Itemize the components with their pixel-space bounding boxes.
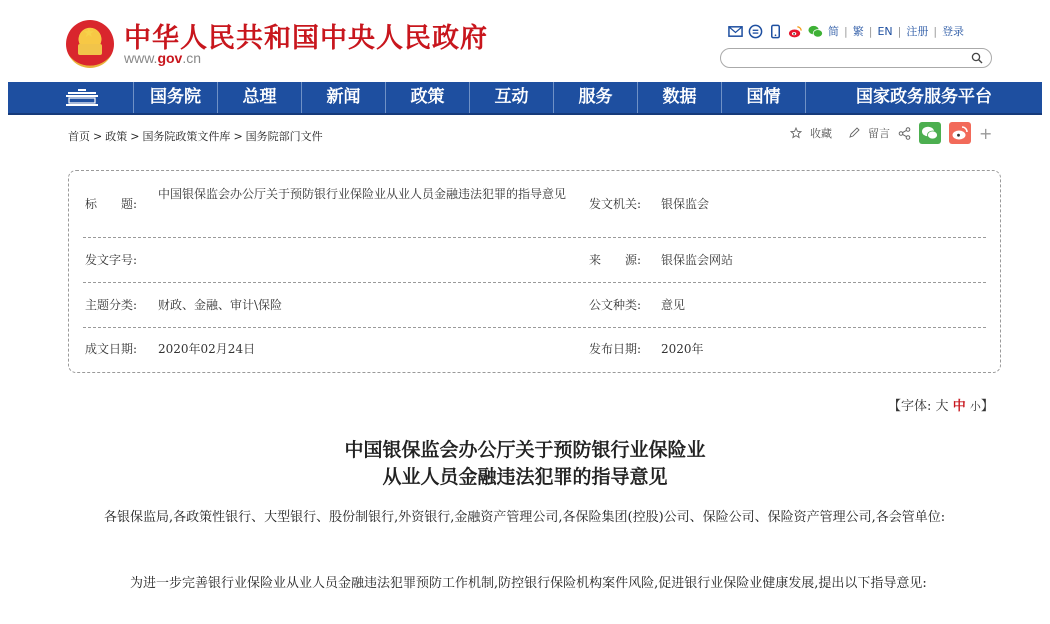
share-icon[interactable]	[898, 127, 911, 140]
site-header	[0, 0, 1050, 82]
top-link-separator: |	[933, 24, 938, 38]
info-row-category	[83, 283, 986, 328]
top-link-separator: |	[897, 24, 902, 38]
breadcrumb-policy[interactable]: 政策	[105, 130, 128, 143]
comment-button[interactable]: 留言	[868, 127, 890, 140]
site-url-suffix: .cn	[182, 50, 202, 66]
font-size-suffix: 】	[980, 399, 994, 414]
nav-item-national-conditions[interactable]: 国情	[722, 82, 806, 113]
link-english[interactable]: EN	[877, 24, 893, 38]
more-share-button[interactable]: +	[979, 123, 993, 143]
mobile-icon[interactable]	[768, 24, 783, 39]
font-size-control	[888, 395, 994, 414]
docno-label: 发文字号:	[85, 253, 138, 267]
publish-value: 2020年	[661, 342, 704, 356]
site-url-brand: gov	[157, 50, 183, 66]
pen-icon[interactable]	[848, 127, 860, 139]
nav-item-services[interactable]: 服务	[554, 82, 638, 113]
site-url[interactable]	[124, 50, 201, 66]
info-row-date	[83, 328, 986, 372]
document-info-table	[68, 170, 1001, 373]
weibo-icon[interactable]	[788, 24, 803, 39]
date-label: 成文日期:	[85, 342, 138, 356]
breadcrumb-dept-docs[interactable]: 国务院部门文件	[245, 130, 323, 143]
search-input[interactable]	[731, 51, 966, 65]
search-icon[interactable]	[971, 52, 983, 64]
star-icon[interactable]	[790, 127, 802, 139]
issuer-label: 发文机关:	[589, 197, 642, 211]
article-title-line2: 从业人员金融违法犯罪的指导意见	[382, 466, 668, 488]
breadcrumb-separator: >	[130, 130, 140, 143]
type-value: 意见	[661, 298, 686, 312]
top-tools	[728, 21, 964, 41]
link-login[interactable]: 登录	[942, 25, 965, 38]
link-register[interactable]: 注册	[906, 25, 929, 38]
article-title-line1: 中国银保监会办公厅关于预防银行业保险业	[344, 439, 706, 461]
date-value: 2020年02月24日	[158, 342, 256, 356]
font-size-small[interactable]: 小	[969, 400, 981, 413]
wechat-icon[interactable]	[808, 24, 823, 39]
nav-item-policy[interactable]: 政策	[386, 82, 470, 113]
category-label: 主题分类:	[85, 298, 138, 312]
breadcrumb-home[interactable]: 首页	[68, 130, 90, 143]
link-traditional[interactable]: 繁	[852, 25, 864, 38]
article-paragraph-addressees: 各银保监局,各政策性银行、大型银行、股份制银行,外资银行,金融资产管理公司,各保险集团(控股)公司、保险公司、保险资产管理公司,各会管单位:	[104, 510, 946, 525]
source-value: 银保监会网站	[661, 253, 734, 267]
category-value: 财政、金融、审计\保险	[158, 298, 283, 312]
main-nav	[8, 82, 1042, 115]
nav-item-interaction[interactable]: 互动	[470, 82, 554, 113]
source-label: 来 源:	[589, 253, 642, 267]
wechat-share-icon[interactable]	[919, 122, 941, 144]
article-paragraph-intro: 为进一步完善银行业保险业从业人员金融违法犯罪预防工作机制,防控银行保险机构案件风险,促进银行业保险业健康发展,提出以下指导意见:	[104, 576, 927, 591]
site-url-prefix: www.	[124, 50, 158, 66]
nav-item-premier[interactable]: 总理	[218, 82, 302, 113]
nav-item-data[interactable]: 数据	[638, 82, 722, 113]
favorite-button[interactable]: 收藏	[810, 127, 832, 140]
nav-item-news[interactable]: 新闻	[302, 82, 386, 113]
mail-icon[interactable]	[728, 24, 743, 39]
weibo-share-icon[interactable]	[949, 122, 971, 144]
info-row-title	[83, 171, 986, 238]
font-size-prefix: 【字体:	[888, 399, 932, 414]
font-size-medium[interactable]: 中	[952, 399, 966, 414]
top-link-separator: |	[868, 24, 873, 38]
title-value: 中国银保监会办公厅关于预防银行业保险业从业人员金融违法犯罪的指导意见	[158, 187, 567, 201]
top-link-separator: |	[844, 24, 848, 38]
share-tools	[790, 122, 992, 144]
building-icon	[66, 89, 98, 107]
nav-home[interactable]	[8, 82, 134, 113]
emblem-icon[interactable]: ★	[66, 20, 114, 68]
type-label: 公文种类:	[589, 298, 642, 312]
app-icon[interactable]	[748, 24, 763, 39]
issuer-value: 银保监会	[661, 197, 710, 211]
nav-item-service-platform[interactable]: 国家政务服务平台	[856, 87, 992, 107]
breadcrumb	[68, 128, 323, 144]
breadcrumb-separator: >	[93, 130, 103, 143]
info-row-docno	[83, 238, 986, 283]
nav-item-state-council[interactable]: 国务院	[134, 82, 218, 113]
font-size-large[interactable]: 大	[935, 399, 949, 414]
publish-label: 发布日期:	[589, 342, 642, 356]
breadcrumb-library[interactable]: 国务院政策文件库	[142, 130, 231, 143]
title-label: 标 题:	[85, 197, 138, 211]
site-title[interactable]: 中华人民共和国中央人民政府	[124, 23, 488, 54]
breadcrumb-separator: >	[233, 130, 243, 143]
search-box	[720, 48, 992, 68]
link-simplified[interactable]: 简	[828, 25, 839, 38]
